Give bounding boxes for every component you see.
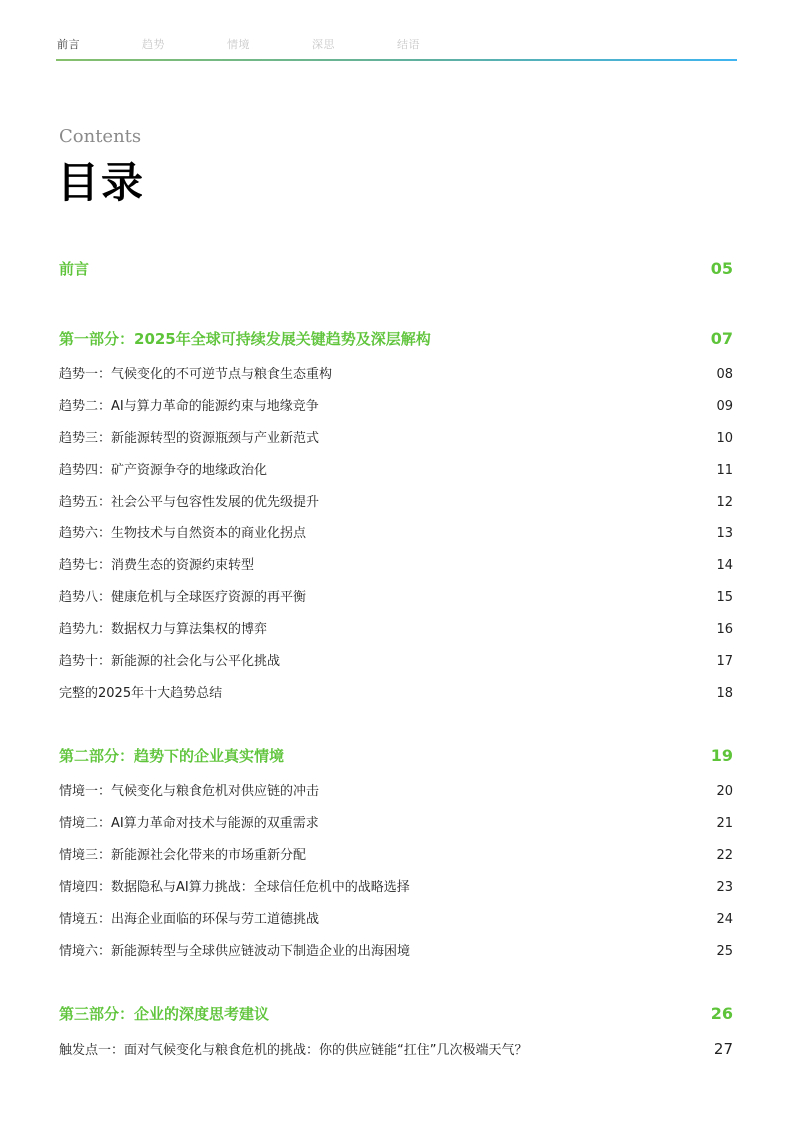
toc-entry[interactable] [59, 682, 733, 701]
toc-page: 17 [716, 654, 733, 669]
toc-entry[interactable] [59, 395, 733, 414]
toc-page: 27 [713, 1040, 733, 1058]
toc-page: 25 [716, 944, 733, 959]
toc-title: 趋势七：消费生态的资源约束转型 [59, 558, 255, 573]
header-divider [56, 59, 737, 61]
toc-title: 趋势八：健康危机与全球医疗资源的再平衡 [59, 590, 307, 605]
toc-entry[interactable] [59, 427, 733, 446]
toc-page: 10 [716, 431, 733, 446]
nav-tab-preface[interactable]: 前言 [57, 38, 80, 51]
toc-page: 24 [716, 912, 733, 927]
toc-section-part3[interactable] [59, 1003, 733, 1024]
contents-title-en: Contents [59, 126, 142, 147]
toc-entry[interactable] [59, 1039, 733, 1058]
toc-title: 趋势五：社会公平与包容性发展的优先级提升 [59, 495, 320, 510]
toc-page: 11 [716, 463, 733, 478]
top-navigation [57, 36, 737, 56]
toc-page: 13 [716, 526, 733, 541]
toc-title: 趋势二：AI与算力革命的能源约束与地缘竞争 [59, 399, 319, 414]
toc-title: 趋势九：数据权力与算法集权的博弈 [59, 622, 268, 637]
toc-page: 15 [716, 590, 733, 605]
toc-entry[interactable] [59, 812, 733, 831]
toc-entry[interactable] [59, 363, 733, 382]
toc-page: 14 [716, 558, 733, 573]
toc-page: 26 [710, 1004, 733, 1023]
toc-entry[interactable] [59, 554, 733, 573]
toc-title: 趋势一：气候变化的不可逆节点与粮食生态重构 [59, 367, 333, 382]
toc-title: 前言 [59, 260, 90, 278]
toc-title: 趋势三：新能源转型的资源瓶颈与产业新范式 [59, 431, 320, 446]
toc-page: 08 [716, 367, 733, 382]
toc-title: 第一部分：2025年全球可持续发展关键趋势及深层解构 [59, 330, 431, 348]
toc-page: 05 [710, 259, 733, 278]
toc-title: 触发点一：面对气候变化与粮食危机的挑战：你的供应链能“扛住”几次极端天气？ [59, 1043, 528, 1058]
toc-entry[interactable] [59, 586, 733, 605]
toc-title: 趋势四：矿产资源争夺的地缘政治化 [59, 463, 268, 478]
toc-page: 22 [716, 848, 733, 863]
toc-entry[interactable] [59, 491, 733, 510]
toc-page: 21 [716, 816, 733, 831]
toc-entry[interactable] [59, 459, 733, 478]
toc-entry[interactable] [59, 650, 733, 669]
contents-title-zh: 目录 [57, 158, 146, 207]
toc-page: 07 [710, 329, 733, 348]
toc-section-part2[interactable] [59, 745, 733, 766]
toc-entry-preface[interactable] [59, 258, 733, 279]
nav-tab-reflection[interactable]: 深思 [312, 38, 335, 51]
toc-title: 完整的2025年十大趋势总结 [59, 686, 223, 701]
nav-tab-conclusion[interactable]: 结语 [397, 38, 420, 51]
toc-entry[interactable] [59, 780, 733, 799]
toc-entry[interactable] [59, 876, 733, 895]
toc-page: 23 [716, 880, 733, 895]
toc-title: 情境一：气候变化与粮食危机对供应链的冲击 [59, 784, 320, 799]
nav-tab-trends[interactable]: 趋势 [142, 38, 165, 51]
toc-page: 12 [716, 495, 733, 510]
toc-title: 情境五：出海企业面临的环保与劳工道德挑战 [59, 912, 320, 927]
toc-entry[interactable] [59, 908, 733, 927]
toc-page: 19 [710, 746, 733, 765]
toc-title: 情境三：新能源社会化带来的市场重新分配 [59, 848, 307, 863]
nav-tab-scenarios[interactable]: 情境 [227, 38, 250, 51]
toc-title: 第二部分：趋势下的企业真实情境 [59, 747, 285, 765]
toc-page: 16 [716, 622, 733, 637]
toc-entry[interactable] [59, 940, 733, 959]
toc-title: 趋势六：生物技术与自然资本的商业化拐点 [59, 526, 307, 541]
toc-entry[interactable] [59, 618, 733, 637]
toc-title: 第三部分：企业的深度思考建议 [59, 1005, 270, 1023]
toc-section-part1[interactable] [59, 328, 733, 349]
toc-title: 情境六：新能源转型与全球供应链波动下制造企业的出海困境 [59, 944, 411, 959]
toc-entry[interactable] [59, 844, 733, 863]
toc-entry[interactable] [59, 522, 733, 541]
toc-page: 09 [716, 399, 733, 414]
toc-page: 18 [716, 686, 733, 701]
toc-page: 20 [716, 784, 733, 799]
toc-title: 情境二：AI算力革命对技术与能源的双重需求 [59, 816, 319, 831]
toc-title: 情境四：数据隐私与AI算力挑战：全球信任危机中的战略选择 [59, 880, 410, 895]
toc-title: 趋势十：新能源的社会化与公平化挑战 [59, 654, 281, 669]
